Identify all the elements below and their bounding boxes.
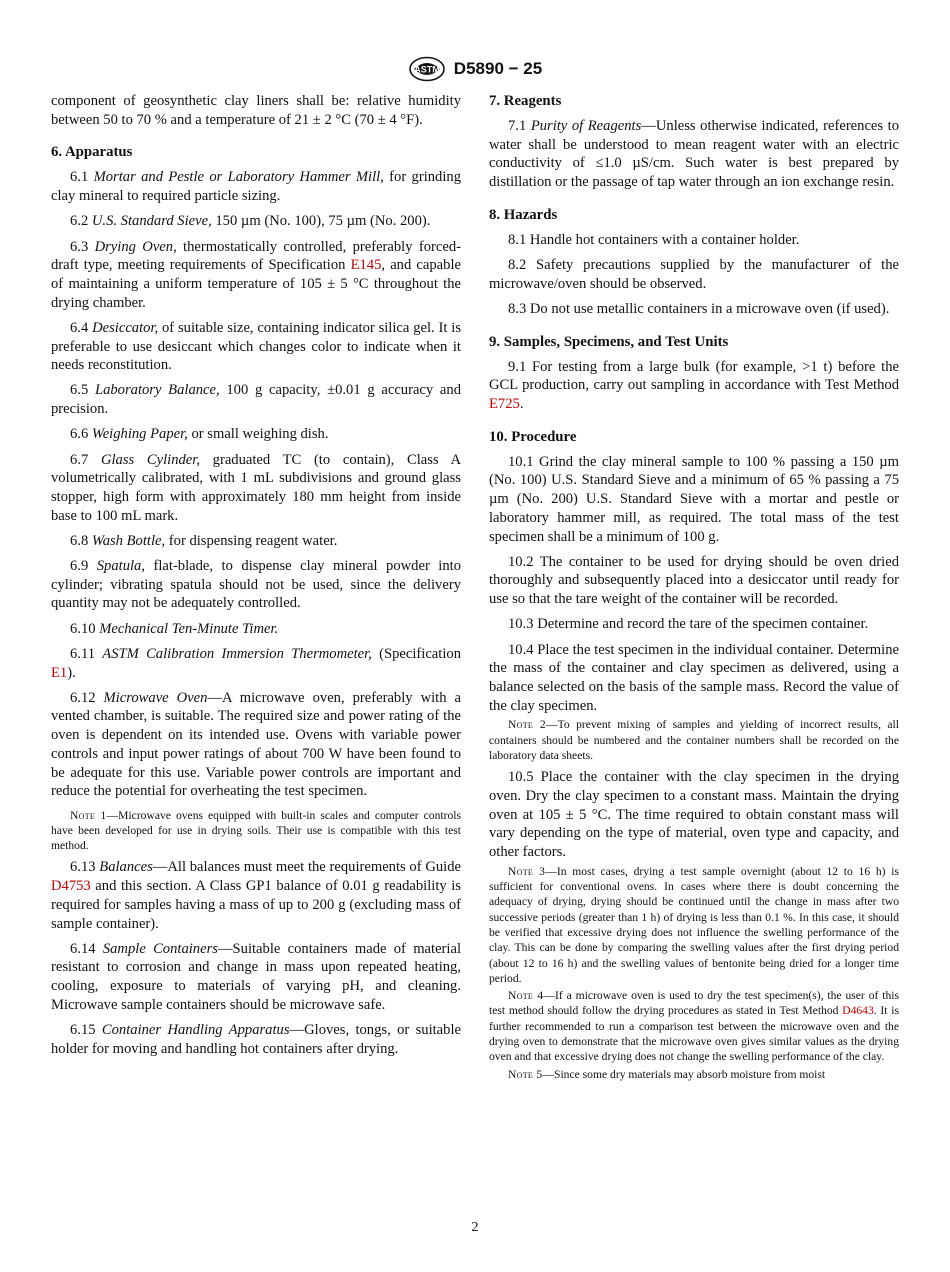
- item-10-1: 10.1 Grind the clay mineral sample to 100 % passing a 150 µm (No. 100) U.S. Standard Sieve and a minimum of 65 % passing a 75 µm (No. 200) U.S. Standard Sieve with a mortar and pestle or laboratory hammer mill, as required. The total mass of the test specimen shall be a minimum of 100 g.: [489, 453, 899, 545]
- item-6-7: 6.7 Glass Cylinder, graduated TC (to contain), Class A volumetrically calibrated, with 1 mL subdivisions and ground glass stopper, high form with approximately 180 mm height from inside base to 100 mL mark.: [51, 451, 462, 524]
- item-10-3: 10.3 Determine and record the tare of the specimen container.: [508, 616, 869, 633]
- reference-link-d4753[interactable]: D4753: [51, 878, 91, 895]
- section-8-heading: 8. Hazards: [489, 206, 558, 223]
- item-6-4: 6.4 Desiccator, of suitable size, containing indicator silica gel. It is preferable to use desiccant which changes color to indicate when it needs reconstitution.: [51, 319, 462, 374]
- left-column: [51, 92, 461, 1065]
- item-6-13: 6.13 Balances—All balances must meet the requirements of Guide D4753 and this section. A Class GP1 balance of 0.01 g readability is required for samples having a mass of up to 200 g (excluding mass of sample container).: [51, 859, 461, 932]
- document-designation: D5890 − 25: [453, 59, 543, 78]
- item-9-1: 9.1 For testing from a large bulk (for example, >1 t) before the GCL production, carry out sampling in accordance with Test Method E725.: [489, 358, 899, 413]
- item-6-11: 6.11 ASTM Calibration Immersion Thermometer, (Specification E1).: [51, 645, 461, 681]
- item-10-2: 10.2 The container to be used for drying should be oven dried thoroughly and subsequently placed into a desiccator until ready for use so that the tare weight of the container will be recorded.: [489, 553, 899, 608]
- item-6-9: 6.9 Spatula, flat-blade, to dispense clay mineral powder into cylinder; vibrating spatula should not be used, since the delivery quantity may not be adequately controlled.: [51, 558, 462, 612]
- item-6-5: 6.5 Laboratory Balance, 100 g capacity, ±0.01 g accuracy and precision.: [51, 382, 461, 418]
- item-6-12: 6.12 Microwave Oven—A microwave oven, preferably with a vented chamber, is suitable. The required size and power rating of the oven is dependent on its intended use. Ovens with variable power controls and input power ratings of about 700 W have been found to be adequate for this use. Variable power controls are important and reduce the potential for overheating the test specimen.: [51, 689, 462, 800]
- item-6-10: 6.10 Mechanical Ten-Minute Timer.: [70, 620, 279, 637]
- reference-link-e725[interactable]: E725: [489, 396, 520, 413]
- reference-link-e1[interactable]: E1: [51, 664, 68, 681]
- reference-link-d4643[interactable]: D4643: [842, 1004, 874, 1018]
- svg-text:ASTM: ASTM: [414, 64, 440, 75]
- note-2: Note 2—To prevent mixing of samples and yielding of incorrect results, all containers should be numbered and the container numbers shall be recorded on the laboratory data sheets.: [489, 718, 899, 762]
- paragraph-continuation: component of geosynthetic clay liners shall be: relative humidity between 50 to 70 % and a temperature of 21 ± 2 °C (70 ± 4 °F).: [51, 93, 461, 128]
- item-6-2: 6.2 U.S. Standard Sieve, 150 µm (No. 100), 75 µm (No. 200).: [70, 213, 431, 230]
- item-6-1: 6.1 Mortar and Pestle or Laboratory Hammer Mill, for grinding clay mineral to required particle sizing.: [51, 169, 461, 205]
- item-6-8: 6.8 Wash Bottle, for dispensing reagent water.: [70, 532, 338, 549]
- section-6-heading: 6. Apparatus: [51, 144, 133, 161]
- section-10-heading: 10. Procedure: [489, 428, 577, 445]
- note-3: Note 3—In most cases, drying a test sample overnight (about 12 to 16 h) is sufficient for conventional ovens. In cases where there is doubt concerning the adequacy of drying, drying should be continued until the change in mass after two successive periods (greater than 1 h) of drying is less than 0.1 %. In this case, it should be verified that excessive drying does not influence the swelling performance of the clay. This can be done by comparing the swelling values after the first drying period (about 12 to 16 h) and the swelling values of bentonite being dried for a longer time period.: [489, 864, 900, 985]
- reference-link-e145[interactable]: E145: [350, 257, 382, 274]
- section-9-heading: 9. Samples, Specimens, and Test Units: [489, 333, 729, 350]
- section-7-heading: 7. Reagents: [489, 93, 562, 109]
- item-6-15: 6.15 Container Handling Apparatus—Gloves, tongs, or suitable holder for moving and handling hot containers after drying.: [51, 1022, 461, 1057]
- astm-logo-icon: [408, 56, 446, 82]
- note-5: Note 5—Since some dry materials may absorb moisture from moist: [508, 1067, 826, 1081]
- item-6-3: 6.3 Drying Oven, thermostatically controlled, preferably forced-draft type, meeting requirements of Specification E145, and capable of maintaining a uniform temperature of 105 ± 5 °C throughout the drying chamber.: [51, 238, 462, 311]
- item-8-2: 8.2 Safety precautions supplied by the manufacturer of the microwave/oven should be observed.: [489, 257, 899, 292]
- page-header: [0, 56, 950, 84]
- item-6-14: 6.14 Sample Containers—Suitable containers made of material resistant to corrosion and change in mass upon repeated heating, cooling, exposure to materials of varying pH, and cleaning. Microwave sample containers should be microwave safe.: [51, 940, 462, 1013]
- note-1: Note 1—Microwave ovens equipped with built-in scales and computer controls have been developed for use in drying soils. Their use is compatible with this test method.: [51, 808, 461, 853]
- item-10-5: 10.5 Place the container with the clay specimen in the drying oven. Dry the clay specimen to a constant mass. Maintain the drying oven at 105 ± 5 °C. The time required to obtain constant mass will vary depending on the type of material, oven type and capacity, and other factors.: [489, 769, 899, 861]
- item-10-4: 10.4 Place the test specimen in the individual container. Determine the mass of the container and clay specimen as delivered, using a balance selected on the basis of the sample mass. Record the value of the clay specimen.: [489, 641, 899, 714]
- right-column: [489, 92, 899, 1084]
- item-8-3: 8.3 Do not use metallic containers in a microwave oven (if used).: [508, 300, 890, 317]
- item-6-6: 6.6 Weighing Paper, or small weighing dish.: [70, 426, 329, 443]
- item-8-1: 8.1 Handle hot containers with a container holder.: [508, 231, 800, 248]
- note-4: Note 4—If a microwave oven is used to dry the test specimen(s), the user of this test method should follow the drying procedures as stated in Test Method D4643. It is further recommended to run a comparison test between the microwave oven and the drying oven to demonstrate that the microwave oven gives similar values as the drying oven and that excessive drying does not change the swelling performance of the clay.: [489, 989, 899, 1064]
- item-7-1: 7.1 Purity of Reagents—Unless otherwise indicated, references to water shall be understood to mean reagent water with an electric conductivity of ≤1.0 µS/cm. Such water is best prepared by distillation or the passage of tap water through an ion exchange resin.: [489, 118, 899, 191]
- page-number: 2: [471, 1220, 479, 1235]
